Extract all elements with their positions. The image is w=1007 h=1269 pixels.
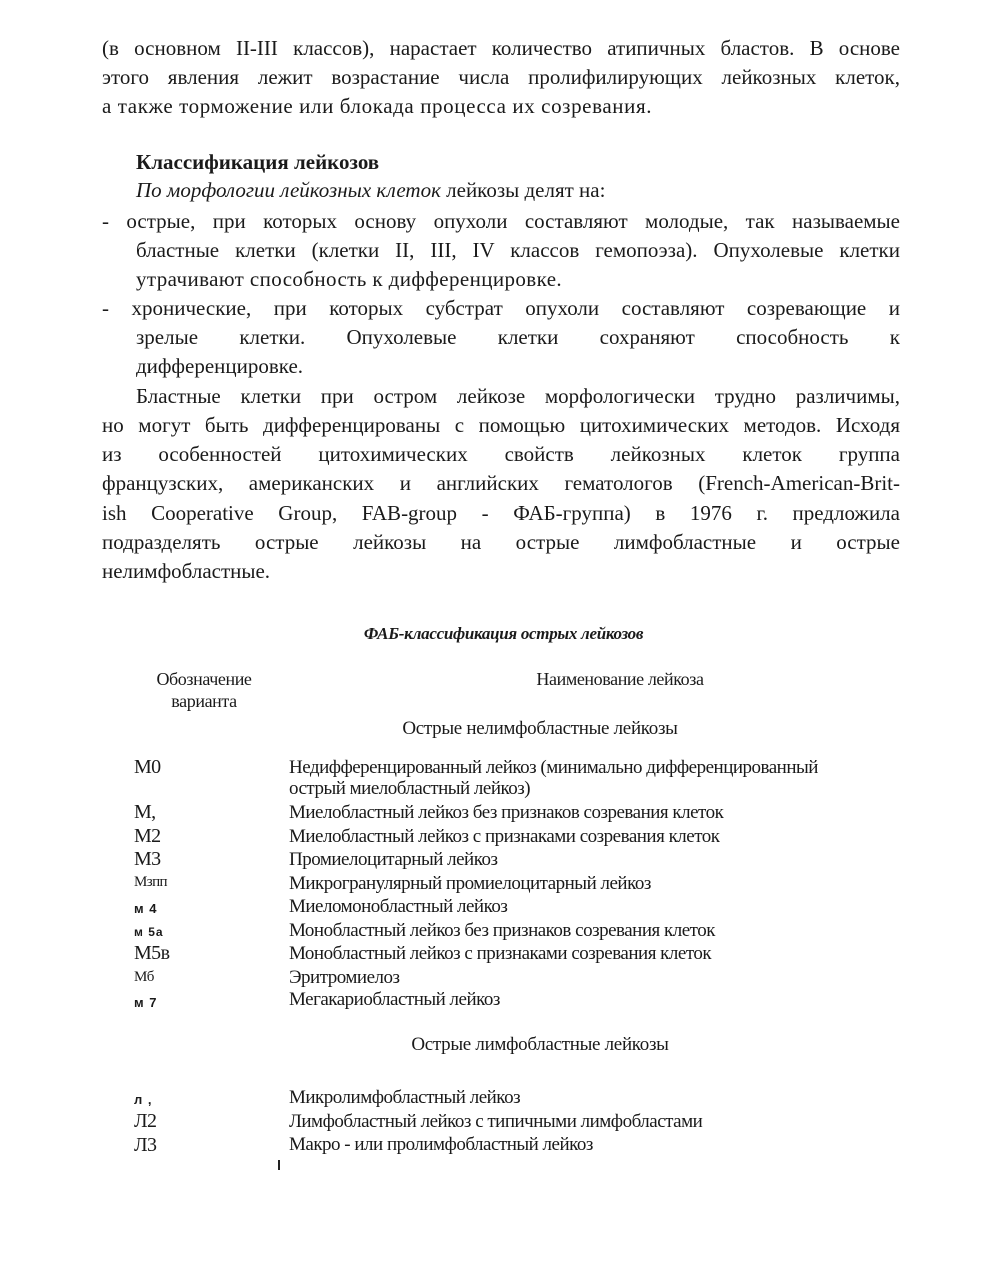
variant-name: Микрогранулярный промиелоцитарный лейкоз <box>289 873 651 894</box>
variant-name: Монобластный лейкоз без признаков созревания клеток <box>289 920 715 941</box>
variant-name: Микролимфобластный лейкоз <box>289 1087 521 1108</box>
variant-code: л , <box>134 1092 153 1107</box>
para-line-5: ish Cooperative Group, FAB-group - ФАБ-группа) в 1976 г. предложила <box>102 501 900 525</box>
variant-name: Промиелоцитарный лейкоз <box>289 849 498 870</box>
variant-code: M3 <box>134 848 161 870</box>
variant-code: м 4 <box>134 901 158 916</box>
variant-code: M, <box>134 801 156 823</box>
group-heading-nonlymphoblastic: Острые нелимфобластные лейкозы <box>402 718 678 739</box>
variant-code: м 7 <box>134 995 158 1010</box>
table-title: ФАБ-классификация острых лейкозов <box>363 624 644 643</box>
variant-code: M2 <box>134 825 161 847</box>
variant-name-continued: острый миелобластный лейкоз) <box>289 778 531 799</box>
variant-code: Л2 <box>134 1110 157 1132</box>
section-heading: Классификация лейкозов <box>136 150 380 174</box>
group-heading-lymphoblastic: Острые лимфобластные лейкозы <box>411 1034 669 1055</box>
para-line-3: из особенностей цитохимических свойств лейкозных клеток группа <box>102 442 900 466</box>
col1-header-line2: варианта <box>171 691 237 711</box>
list-line-1: - острые, при которых основу опухоли составляют молодые, так называемые <box>102 209 900 233</box>
intro-line-2: этого явления лежит возрастание числа пролифилирующих лейкозных клеток, <box>102 65 900 89</box>
variant-name: Монобластный лейкоз с признаками созревания клеток <box>289 943 712 964</box>
variant-name: Мегакариобластный лейкоз <box>289 989 500 1010</box>
morphology-sentence <box>136 178 605 203</box>
variant-code: м 5а <box>134 925 164 939</box>
para-line-4: французских, американских и английских гематологов (French-American-Brit- <box>102 471 900 495</box>
variant-name: Недифференцированный лейкоз (минимально дифференцированный <box>289 757 818 778</box>
list-line-2: бластные клетки (клетки II, III, IV классов гемопоэза). Опухолевые клетки <box>136 238 900 262</box>
morphology-rest: лейкозы делят на: <box>440 178 606 202</box>
col2-header: Наименование лейкоза <box>536 669 704 689</box>
intro-line-3: а также торможение или блокада процесса их созревания. <box>102 94 653 118</box>
variant-name: Миеломонобластный лейкоз <box>289 896 508 917</box>
intro-line-1: (в основном II-III классов), нарастает количество атипичных бластов. В основе <box>102 36 900 60</box>
variant-name: Лимфобластный лейкоз с типичными лимфобластами <box>289 1111 703 1132</box>
list-line-5: зрелые клетки. Опухолевые клетки сохраняют способность к <box>136 325 900 349</box>
list-line-6: дифференцировке. <box>136 354 304 378</box>
variant-code: M0 <box>134 756 161 778</box>
para-line-1: Бластные клетки при остром лейкозе морфологически трудно различимы, <box>136 384 900 408</box>
variant-name: Миелобластный лейкоз с признаками созревания клеток <box>289 826 720 847</box>
variant-code: Mзпп <box>134 874 167 890</box>
variant-name: Макро - или пролимфобластный лейкоз <box>289 1134 593 1155</box>
list-line-3: утрачивают способность к дифференцировке. <box>136 267 563 291</box>
para-line-2: но могут быть дифференцированы с помощью цитохимических методов. Исходя <box>102 413 900 437</box>
list-line-4: - хронические, при которых субстрат опухоли составляют созревающие и <box>102 296 900 320</box>
stray-mark <box>278 1160 280 1170</box>
col1-header-line1: Обозначение <box>156 669 252 689</box>
variant-code: Л3 <box>134 1134 157 1156</box>
variant-name: Эритромиелоз <box>289 967 400 988</box>
variant-name: Миелобластный лейкоз без признаков созревания клеток <box>289 802 724 823</box>
para-line-6: подразделять острые лейкозы на острые лимфобластные и острые <box>102 530 900 554</box>
morphology-italic: По морфологии лейкозных клеток <box>136 178 441 202</box>
para-line-7: нелимфобластные. <box>102 559 271 583</box>
variant-code: Mб <box>134 969 154 985</box>
variant-code: M5в <box>134 942 170 964</box>
col1-header <box>140 668 268 712</box>
